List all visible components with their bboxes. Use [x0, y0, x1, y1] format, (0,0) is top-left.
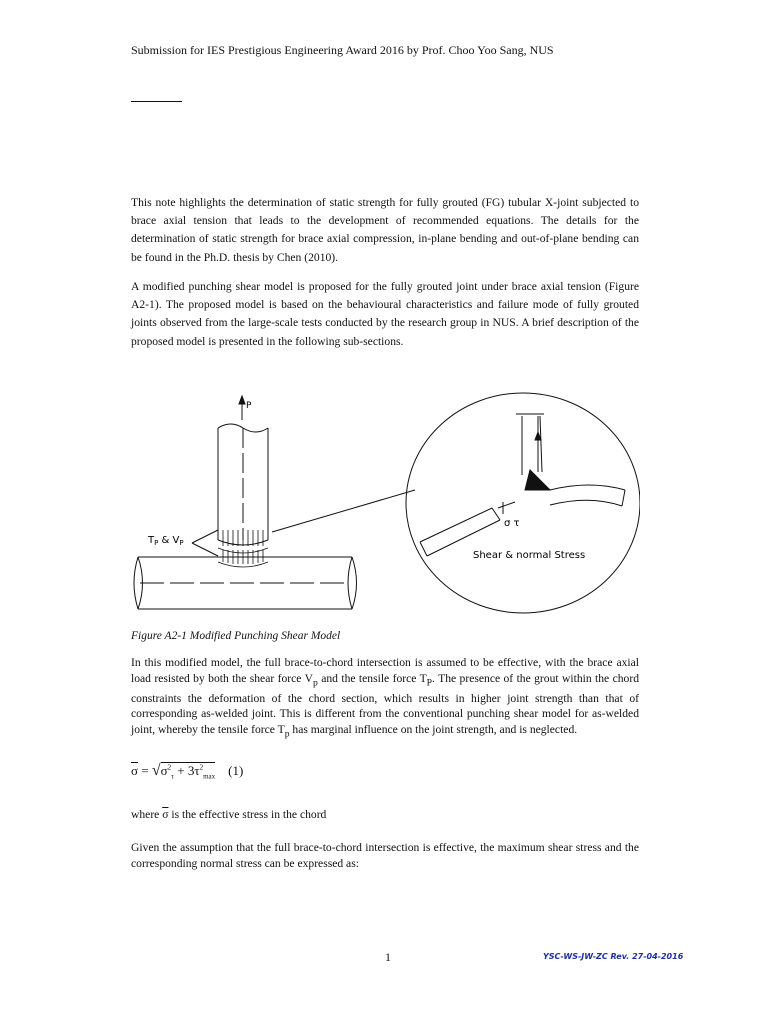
where-line: where $\overline{\sigma}$ is the effective stress in the chord — [131, 808, 327, 821]
paragraph-intro: This note highlights the determination of static strength for fully grouted (FG) tubular X-joint subjected to brace axial tension that leads to the development of recommended equations. The details for the determination of static strength for brace axial compression, in-plane bending and out-of-plane bending can be found in the Ph.D. thesis by Chen (2010). — [131, 196, 639, 264]
paragraph-model: A modified punching shear model is proposed for the fully grouted joint under brace axial tension (Figure A2-1). The proposed model is based on the behavioural characteristics and failure mode of fully grouted joints observed from the large-scale tests conducted by the research group in NUS. A brief description of the proposed model is presented in the following sub-sections. — [131, 280, 639, 348]
detail-circle — [406, 393, 640, 613]
force-pointer — [192, 530, 218, 556]
page-number: 1 — [385, 950, 391, 964]
paragraph-modified-model: In this modified model, the full brace-to-chord intersection is assumed to be effective, with the brace axial load resisted by both the shear force $V_p$ and the tensile force $T_P$. The presence of the grout within the chord constraints the deformation of the chord section, which results in higher joint strength than that of corresponding as-welded joint. This is different from the conventional punching shear model for as-welded joint, whereby the tensile force $T_p$ has marginal influence on the joint strength, and is neglected. — [131, 656, 639, 739]
header-rule — [131, 101, 182, 102]
detail-brace — [516, 414, 550, 490]
load-label: P — [246, 401, 252, 411]
stress-arrows — [218, 530, 268, 567]
leader-line — [272, 490, 415, 532]
page-header: Submission for IES Prestigious Engineering Award 2016 by Prof. Choo Yoo Sang, NUS — [131, 43, 554, 57]
punching-shear-figure — [120, 380, 640, 625]
force-label: $T_P$ & $V_P$ — [148, 535, 184, 547]
detail-chord — [420, 485, 625, 556]
paragraph-assumption: Given the assumption that the full brace-to-chord intersection is effective, the maximum shear stress and the corresponding normal stress can be expressed as: — [131, 841, 639, 870]
brace-tube — [218, 424, 268, 545]
sigma-tau-label: σ τ — [504, 518, 520, 529]
figure-caption: Figure A2-1 Modified Punching Shear Model — [131, 630, 341, 642]
stress-label: Shear & normal Stress — [473, 550, 586, 561]
load-arrow — [239, 396, 245, 420]
chord-tube — [134, 557, 357, 609]
equation-1: $\overline{\sigma} = √\sigma^2_\tau + 3\tau^2_{max}$ (1) — [131, 762, 244, 781]
revision-tag: YSC-WS-JW-ZC Rev. 27-04-2016 — [543, 952, 684, 961]
detail-stress-arrows — [498, 502, 515, 514]
